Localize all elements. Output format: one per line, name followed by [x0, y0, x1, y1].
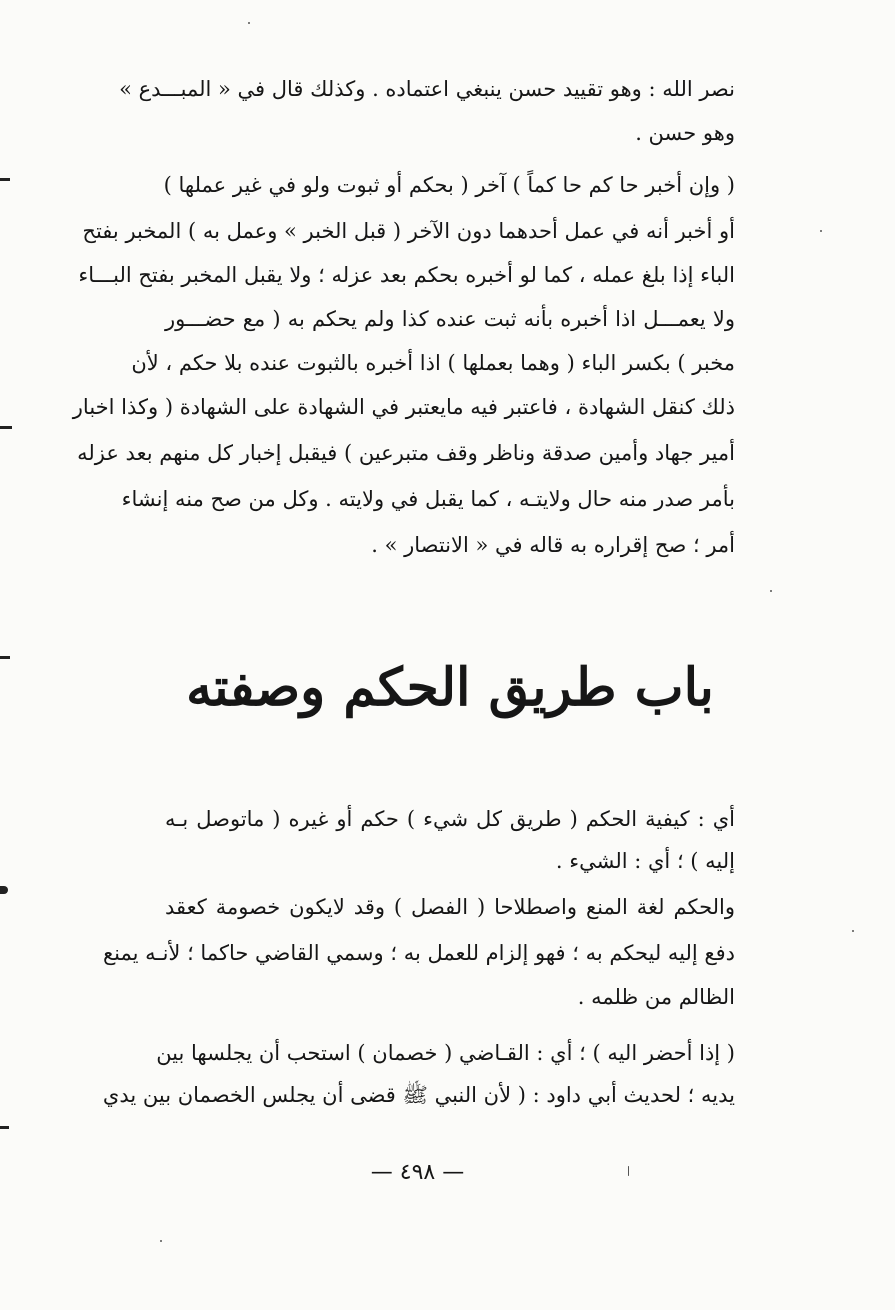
- text-line: الباء إذا بلغ عمله ، كما لو أخبره بحكم بعد عزله ؛ ولا يقبل المخبر بفتح البـــاء: [78, 263, 735, 287]
- text-line: ذلك كنقل الشهادة ، فاعتبر فيه مايعتبر في الشهادة على الشهادة ( وكذا اخبار: [72, 395, 735, 419]
- scan-margin-mark: [0, 426, 12, 429]
- text-line: أمير جهاد وأمين صدقة وناظر وقف متبرعين ) فيقبل إخبار كل منهم بعد عزله: [77, 441, 735, 465]
- page-number: — ٤٩٨ —: [370, 1160, 465, 1185]
- scan-speck: [852, 930, 854, 932]
- text-line: وهو حسن .: [635, 121, 735, 145]
- text-line: والحكم لغة المنع واصطلاحا ( الفصل ) وقد لايكون خصومة كعقد: [165, 895, 735, 919]
- text-line: إليه ) ؛ أي : الشيء .: [555, 849, 735, 873]
- text-line: الظالم من ظلمه .: [577, 985, 735, 1009]
- text-line: أو أخبر أنه في عمل أحدهما دون الآخر ( قبل الخبر » وعمل به ) المخبر بفتح: [82, 219, 735, 243]
- scan-margin-mark: [0, 178, 10, 181]
- text-line: يديه ؛ لحديث أبي داود : ( لأن النبي ﷺ قضى أن يجلس الخصمان بين يدي: [102, 1083, 735, 1107]
- text-line: ( وإن أخبر حا كم حا كماً ) آخر ( بحكم أو ثبوت ولو في غير عملها ): [163, 173, 735, 197]
- text-line: أمر ؛ صح إقراره به قاله في « الانتصار » .: [371, 533, 735, 557]
- text-line: ( إذا أحضر اليه ) ؛ أي : القـاضي ( خصمان ) استحب أن يجلسها بين: [156, 1041, 735, 1065]
- scan-speck: [628, 1166, 629, 1176]
- text-line: مخبر ) بكسر الباء ( وهما بعملها ) اذا أخبره بالثبوت عنده بلا حكم ، لأن: [131, 351, 735, 375]
- chapter-heading: باب طريق الحكم وصفته: [186, 657, 714, 718]
- text-line: بأمر صدر منه حال ولايتـه ، كما يقبل في ولايته . وكل من صح منه إنشاء: [121, 487, 735, 511]
- scan-margin-mark: [0, 656, 10, 659]
- text-line: ولا يعمـــل اذا أخبره بأنه ثبت عنده كذا ولم يحكم به ( مع حضـــور: [165, 307, 735, 331]
- text-line: دفع إليه ليحكم به ؛ فهو إلزام للعمل به ؛ وسمي القاضي حاكما ؛ لأنـه يمنع: [103, 941, 735, 965]
- scan-speck: [770, 590, 772, 592]
- scan-speck: [248, 22, 250, 24]
- scan-margin-mark: [0, 1126, 9, 1129]
- text-line: نصر الله : وهو تقييد حسن ينبغي اعتماده . وكذلك قال في « المبـــدع »: [119, 77, 735, 101]
- scan-margin-mark: [0, 886, 8, 894]
- text-line: أي : كيفية الحكم ( طريق كل شيء ) حكم أو غيره ( ماتوصل بـه: [165, 807, 735, 831]
- scan-speck: [160, 1240, 162, 1242]
- scan-speck: [820, 230, 822, 232]
